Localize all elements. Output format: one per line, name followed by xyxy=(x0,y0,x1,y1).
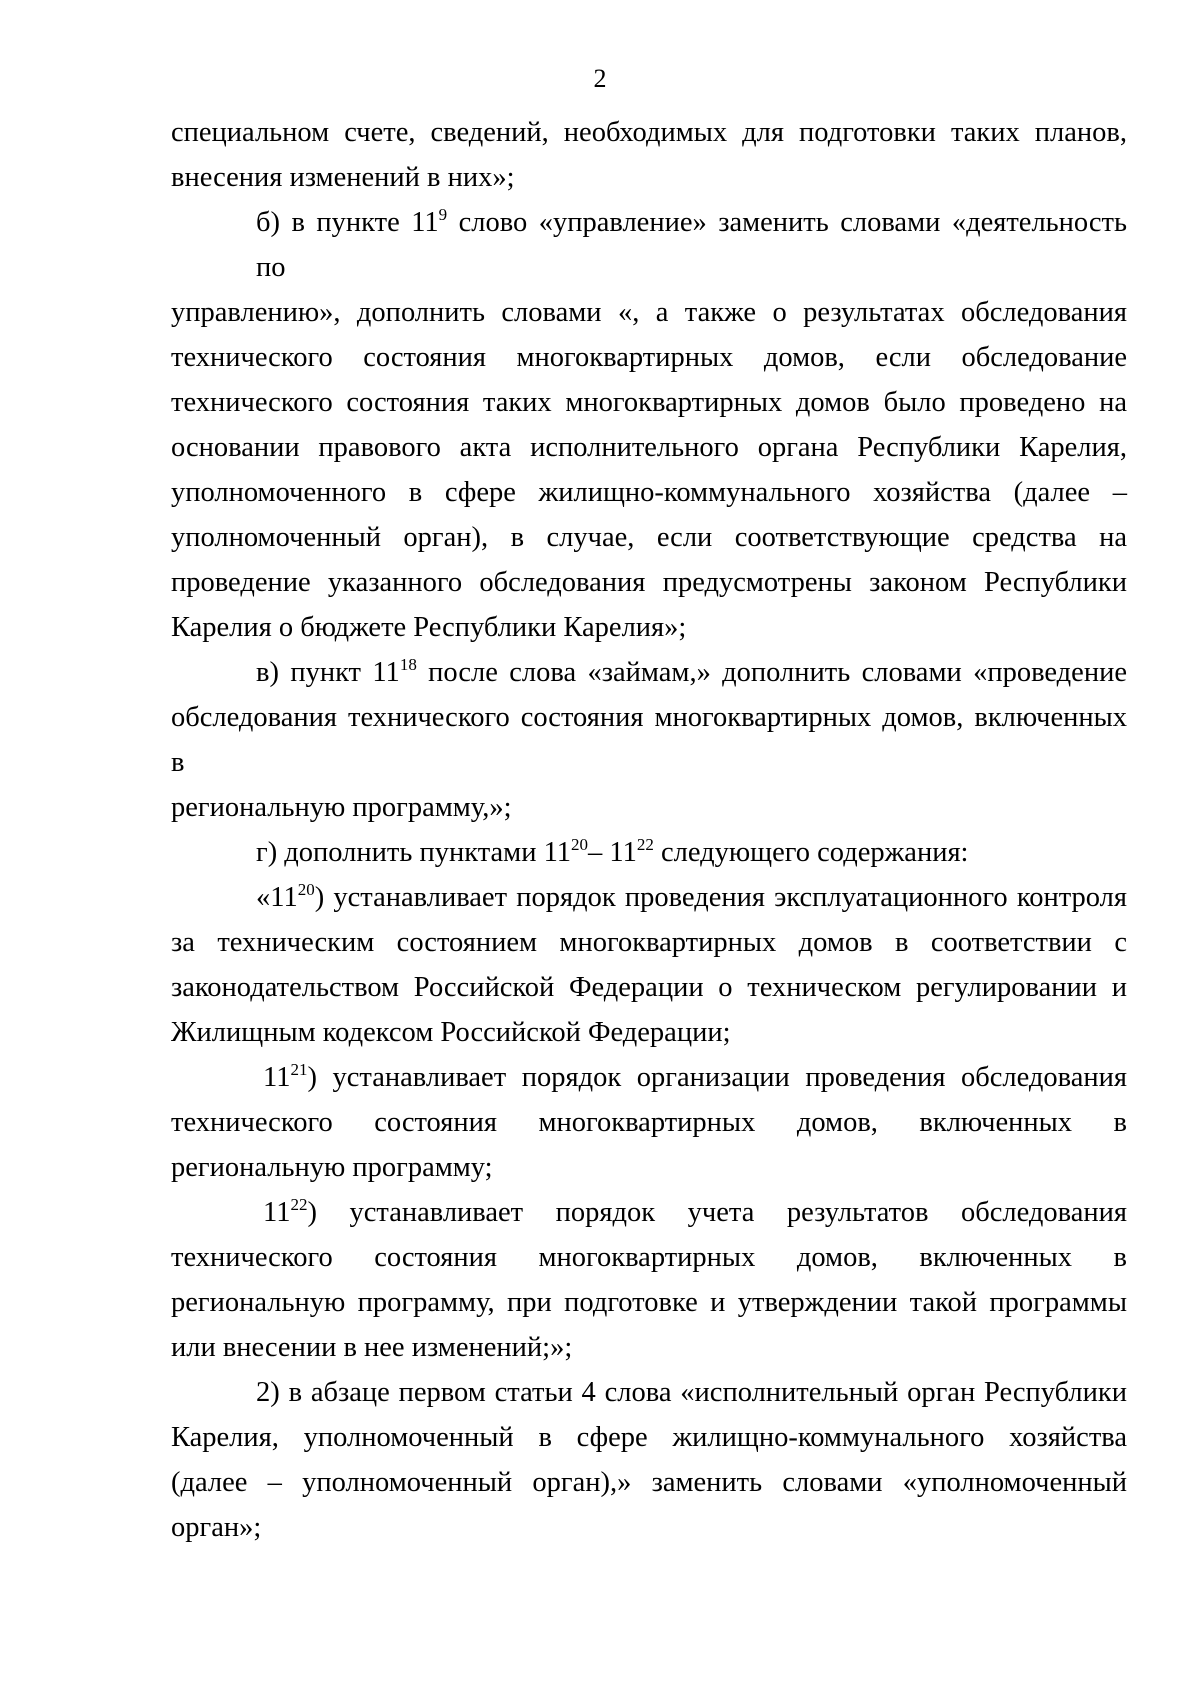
item-b-text-start: б) в пункте 11 xyxy=(256,207,439,238)
paragraph-item-v xyxy=(171,650,1127,830)
text-line: основании правового акта исполнительного органа Республики Карелия, xyxy=(171,432,1127,463)
paragraph-item-11-21 xyxy=(171,1055,1127,1190)
text-line: региональную программу, при подготовке и утверждении такой программы xyxy=(171,1287,1127,1318)
item-11-22-text-start: 11 xyxy=(263,1197,291,1228)
item-v-text-end: после слова «займам,» дополнить словами «проведение xyxy=(416,657,1127,688)
text-line xyxy=(171,650,1127,695)
text-line: обследования технического состояния многоквартирных домов, включенных в xyxy=(171,702,1127,778)
item-g-text-start: г) дополнить пунктами 11 xyxy=(256,837,572,868)
text-line: Карелия о бюджете Республики Карелия»; xyxy=(171,612,687,643)
text-line: Жилищным кодексом Российской Федерации; xyxy=(171,1017,731,1048)
text-line: за техническим состоянием многоквартирных домов в соответствии с xyxy=(171,927,1127,958)
text-line: управлению», дополнить словами «, а также о результатах обследования xyxy=(171,297,1127,328)
text-line: проведение указанного обследования предусмотрены законом Республики xyxy=(171,567,1127,598)
superscript: 21 xyxy=(290,1059,308,1079)
text-line: или внесении в нее изменений;»; xyxy=(171,1332,573,1363)
item-11-20-text-end: ) устанавливает порядок проведения эксплуатационного контроля xyxy=(314,882,1127,913)
paragraph-continuation xyxy=(171,110,1127,200)
text-line: технического состояния многоквартирных домов, если обследование xyxy=(171,342,1127,373)
text-line xyxy=(171,200,1127,290)
item-11-22-text-end: ) устанавливает порядок учета результатов обследования xyxy=(307,1197,1127,1228)
text-line xyxy=(171,1055,1127,1100)
page-number: 2 xyxy=(593,64,607,93)
item-11-20-text-start: «11 xyxy=(256,882,298,913)
text-line: уполномоченный орган), в случае, если соответствующие средства на xyxy=(171,522,1127,553)
text-line: (далее – уполномоченный орган),» заменить словами «уполномоченный xyxy=(171,1467,1127,1498)
superscript: 20 xyxy=(297,879,315,899)
item-11-21-text-end: ) устанавливает порядок организации проведения обследования xyxy=(307,1062,1127,1093)
text-line: законодательством Российской Федерации о техническом регулировании и xyxy=(171,972,1127,1003)
item-11-21-text-start: 11 xyxy=(263,1062,291,1093)
superscript: 18 xyxy=(399,654,417,674)
text-line: технического состояния таких многоквартирных домов было проведено на xyxy=(171,387,1127,418)
superscript: 9 xyxy=(438,204,448,224)
superscript: 20 xyxy=(571,834,589,854)
paragraph-item-2 xyxy=(171,1370,1127,1550)
text-line xyxy=(171,1190,1127,1235)
text-line: региональную программу; xyxy=(171,1152,493,1183)
item-g-text-mid: – 11 xyxy=(588,837,637,868)
text-line: Карелия, уполномоченный в сфере жилищно-коммунального хозяйства xyxy=(171,1422,1127,1453)
text-line: внесения изменений в них»; xyxy=(171,162,515,193)
paragraph-item-b xyxy=(171,200,1127,650)
text-line: технического состояния многоквартирных домов, включенных в xyxy=(171,1242,1127,1273)
text-line: специальном счете, сведений, необходимых для подготовки таких планов, xyxy=(171,117,1127,148)
document-body xyxy=(171,110,1127,1550)
text-line: технического состояния многоквартирных домов, включенных в xyxy=(171,1107,1127,1138)
item-b-text-end: слово «управление» заменить словами «деятельность по xyxy=(256,207,1127,283)
paragraph-item-g xyxy=(171,830,1127,875)
text-line: орган»; xyxy=(171,1512,262,1543)
superscript: 22 xyxy=(290,1194,308,1214)
item-v-text-start: в) пункт 11 xyxy=(256,657,400,688)
item-g-text-end: следующего содержания: xyxy=(653,837,969,868)
text-line xyxy=(171,830,1127,875)
paragraph-item-11-20 xyxy=(171,875,1127,1055)
text-line: региональную программу,»; xyxy=(171,792,512,823)
text-line: 2) в абзаце первом статьи 4 слова «исполнительный орган Республики xyxy=(256,1377,1127,1408)
superscript: 22 xyxy=(636,834,654,854)
paragraph-item-11-22 xyxy=(171,1190,1127,1370)
text-line: уполномоченного в сфере жилищно-коммунального хозяйства (далее – xyxy=(171,477,1127,508)
text-line xyxy=(171,875,1127,920)
